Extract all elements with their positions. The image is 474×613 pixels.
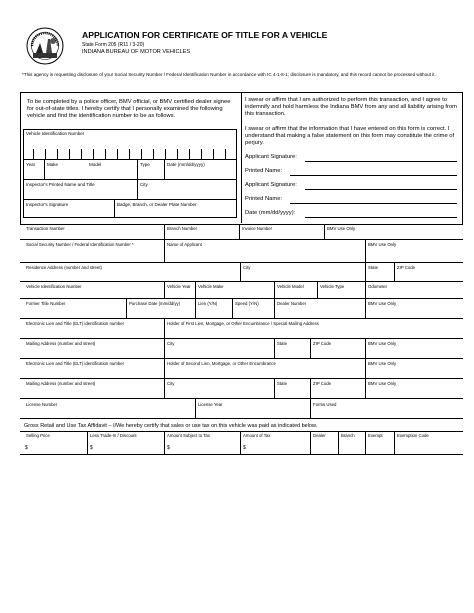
mailing-address-2-label: Mailing Address (number and street) <box>26 381 96 386</box>
license-number-label: License Number <box>26 402 58 407</box>
affirmation-indemnify-text: I swear or affirm that I am authorized to perform this transaction, and I agree to indemnify and hold harmless the Indiana BMV from any and all liability arising from this transaction. <box>245 97 458 118</box>
license-year-label: License Year <box>198 402 223 407</box>
inspector-signature-label: Inspector's Signature <box>26 202 69 207</box>
inspection-date-label: Date (mm/dd/yyyy) <box>167 162 205 167</box>
box-divider <box>241 93 242 223</box>
branch-label: Branch <box>341 433 355 438</box>
agency-name: INDIANA BUREAU OF MOTOR VEHICLES <box>82 49 191 55</box>
vehicle-model-label: Vehicle Model <box>277 284 304 289</box>
form-number: State Form 205 (R11 / 3-20) <box>82 42 145 48</box>
state-label: State <box>368 265 379 270</box>
zip-label: ZIP Code <box>397 265 416 270</box>
inspection-intro: To be completed by a police officer, BMV official, or BMV certified dealer signee for out-of-state titles. I hereby certify that I personally examined the following vehicle and find the identification number to be as follows. <box>27 99 231 120</box>
inspector-name-label: Inspector's Printed Name and Title <box>26 182 95 187</box>
bmv-use-only-4-label: BMV Use Only <box>368 341 397 346</box>
ssn-disclosure-notice: *This agency is requesting disclosure of your Social Security Number / Federal Identification Number in accordance with IC 4-1-8-1; disclosure is mandatory, and this record cannot be processed without it. <box>22 72 436 77</box>
zip-2-label: ZIP Code <box>313 341 332 346</box>
transaction-number-label: Transaction Number <box>26 226 65 231</box>
state-2-label: State <box>277 341 288 346</box>
bmv-use-only-6-label: BMV Use Only <box>368 381 397 386</box>
lien-label: Lien (Y/N) <box>198 301 218 306</box>
inspection-make-label: Make <box>47 162 59 167</box>
vin-label: Vehicle Identification Number <box>26 284 82 289</box>
state-3-label: State <box>277 381 288 386</box>
tax-affidavit: Gross Retail and Use Tax Affidavit – I/We hereby certify that sales or use tax on this vehicle was paid as indicated below. <box>24 423 318 429</box>
bmv-use-only-2-label: BMV Use Only <box>368 242 397 247</box>
indiana-state-seal <box>26 27 64 65</box>
dealer-number-label: Dealer Number <box>277 301 307 306</box>
elt-id-1-label: Electronic Lien and Title (ELT) identification number <box>26 321 125 326</box>
exempt-label: Exempt <box>368 433 383 438</box>
inspection-year-label: Year <box>26 162 36 167</box>
badge-label: Badge, Branch, or Dealer Plate Number <box>117 202 197 207</box>
trade-in-label: Less Trade-In / Discount <box>90 433 137 438</box>
city-label: City <box>243 265 251 270</box>
city-3-label: City <box>167 381 175 386</box>
former-title-number-label: Former Title Number <box>26 301 66 306</box>
affirmation-perjury-text: I swear or affirm that the information that I have entered on this form is correct. I understand that making a false statement on this form may constitute the crime of perjury. <box>245 126 455 147</box>
first-lien-holder-label: Holder of First Lien, Mortgage, or Other Encumbrance / Special Mailing Address <box>167 321 319 326</box>
affirmation-date-label: Date (mm/dd/yyyy): <box>245 210 296 216</box>
inspection-vin-label: Vehicle Identification Number <box>26 131 85 136</box>
exemption-code-label: Exemption Code <box>397 433 429 438</box>
inspection-city-label: City <box>140 182 148 187</box>
city-2-label: City <box>167 341 175 346</box>
residence-address-label: Residence Address (number and street) <box>26 265 102 270</box>
bmv-use-only-3-label: BMV Use Only <box>368 301 397 306</box>
printed-name-2-label: Printed Name: <box>245 196 283 202</box>
subject-to-tax-label: Amount Subject to Tax <box>167 433 210 438</box>
branch-number-label: Branch Number <box>167 226 198 231</box>
subject-to-tax-currency: $ <box>167 445 170 451</box>
inspection-affirmation-box <box>20 92 463 225</box>
dealer-label: Dealer <box>313 433 326 438</box>
applicant-signature-2-line[interactable] <box>305 189 457 190</box>
zip-3-label: ZIP Code <box>313 381 332 386</box>
purchase-date-label: Purchase Date (mm/dd/yy) <box>129 301 181 306</box>
vehicle-type-label: Vehicle Type <box>320 284 345 289</box>
trade-in-currency: $ <box>90 445 93 451</box>
odometer-label: Odometer <box>368 284 388 289</box>
forms-used-label: Forms Used <box>313 402 337 407</box>
inspection-model-label: Model <box>89 162 102 167</box>
applicant-signature-2-label: Applicant Signature: <box>245 182 297 188</box>
invoice-number-label: Invoice Number <box>242 226 273 231</box>
bmv-use-only-5-label: BMV Use Only <box>368 361 397 366</box>
bmv-use-only-label: BMV Use Only <box>327 226 356 231</box>
name-of-applicant-label: Name of Applicant <box>167 242 202 247</box>
affirmation-date-line[interactable] <box>305 217 457 218</box>
form-title: APPLICATION FOR CERTIFICATE OF TITLE FOR A VEHICLE <box>82 30 328 40</box>
speed-label: Speed (Y/N) <box>235 301 259 306</box>
applicant-signature-line[interactable] <box>305 161 457 162</box>
selling-price-currency: $ <box>25 445 28 451</box>
elt-id-2-label: Electronic Lien and Title (ELT) identification number <box>26 361 125 366</box>
printed-name-line[interactable] <box>290 175 457 176</box>
printed-name-2-line[interactable] <box>290 203 457 204</box>
vehicle-make-label: Vehicle Make <box>198 284 224 289</box>
printed-name-label: Printed Name: <box>245 168 283 174</box>
applicant-signature-label: Applicant Signature: <box>245 154 297 160</box>
second-lien-holder-label: Holder of Second Lien, Mortgage, or Other Encumbrance <box>167 361 276 366</box>
ssn-label: Social Security Number / Federal Identification Number * <box>26 242 134 247</box>
amount-of-tax-currency: $ <box>243 445 246 451</box>
inspection-type-label: Type <box>140 162 150 167</box>
selling-price-label: Selling Price <box>26 433 50 438</box>
vehicle-year-label: Vehicle Year <box>167 284 191 289</box>
mailing-address-1-label: Mailing Address (number and street) <box>26 341 96 346</box>
amount-of-tax-label: Amount of Tax <box>243 433 271 438</box>
